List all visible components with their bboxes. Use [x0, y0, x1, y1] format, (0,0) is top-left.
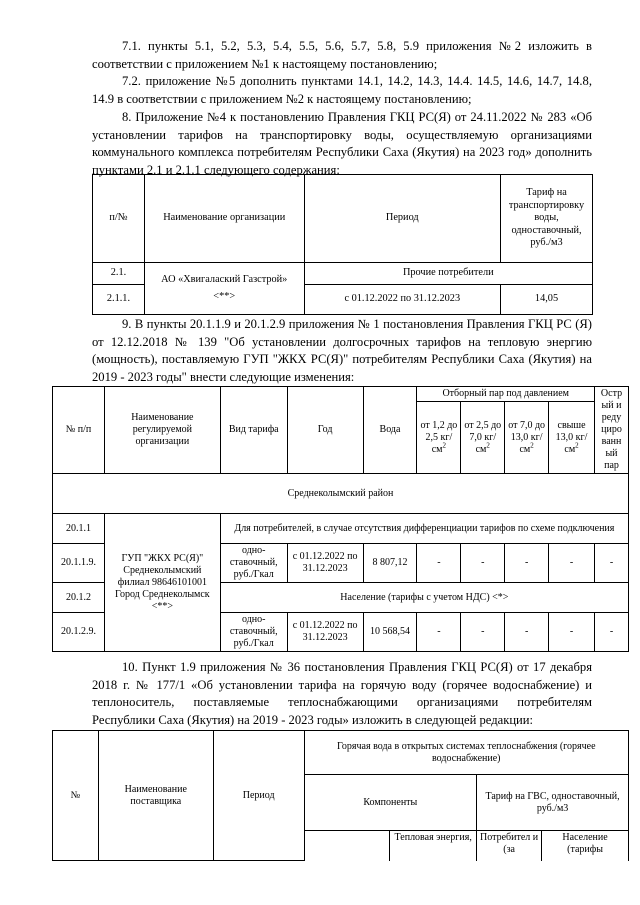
row-tariff-value: 14,05: [501, 285, 593, 315]
row-num: 20.1.2: [53, 583, 105, 613]
header-population: Население (тарифы: [542, 831, 629, 861]
dash-cell: -: [417, 613, 461, 652]
dash-cell: -: [549, 613, 595, 652]
header-steam-1: от 1,2 до 2,5 кг/ $см^2$: [417, 402, 461, 474]
header-num: №: [53, 731, 99, 861]
header-period: Период: [304, 175, 500, 263]
row-num: 20.1.1: [53, 514, 105, 544]
water-transport-tariff-table: [92, 174, 593, 315]
header-tariff: Тариф на транспортировку воды, одноставочный, руб./м3: [501, 175, 593, 263]
header-hot-water: Горячая вода в открытых системах теплоснабжения (горячее водоснабжение): [304, 731, 628, 775]
paragraph-7-2: 7.2. приложение №5 дополнить пунктами 14.1, 14.2, 14.3, 14.4. 14.5, 14.6, 14.7, 14.8, 14.9 в соответствии с приложением №2 к настоящему постановлению;: [92, 74, 592, 106]
header-heat-energy: Тепловая энергия,: [390, 831, 477, 861]
header-steam-3: от 7,0 до 13,0 кг/ $см^2$: [505, 402, 549, 474]
header-steam-2: от 2,5 до 7,0 кг/ $см^2$: [461, 402, 505, 474]
header-consumers: Потребител и (за: [477, 831, 542, 861]
dash-cell: -: [417, 544, 461, 583]
row-water-value: 10 568,54: [363, 613, 417, 652]
header-gvs-tariff: Тариф на ГВС, одноставочный, руб./м3: [477, 775, 629, 831]
paragraph-9: 9. В пункты 20.1.1.9 и 20.1.2.9 приложения № 1 постановления Правления ГКЦ РС (Я) от 12.12.2018 № 139 "Об установлении долгосрочных тарифов на тепловую энергию (мощность), поставляемую ГУП "ЖКХ РС(Я)" потребителям Республики Саха (Якутия) на 2019 - 2023 годы" внести следующие изменения:: [92, 317, 592, 384]
row-label: Прочие потребители: [304, 263, 592, 285]
header-year: Год: [287, 387, 363, 474]
organization-cell: ГУП "ЖКХ РС(Я)" Среднеколымский филиал 98646101001 Город Среднеколымск <**>: [104, 514, 220, 652]
row-num: 2.1.: [93, 263, 145, 285]
row-label: Население (тарифы с учетом НДС) <*>: [220, 583, 628, 613]
organization-note: <**>: [213, 290, 236, 302]
paragraph-7-1: 7.1. пункты 5.1, 5.2, 5.3, 5.4, 5.5, 5.6, 5.7, 5.8, 5.9 приложения №2 изложить в соответствии с приложением №1 к настоящему постановлению;: [92, 39, 592, 71]
header-organization: Наименование организации: [144, 175, 304, 263]
row-year: с 01.12.2022 по 31.12.2023: [287, 544, 363, 583]
header-period: Период: [213, 731, 304, 861]
heat-energy-tariff-table: [52, 386, 629, 652]
dash-cell: -: [461, 613, 505, 652]
header-tariff-type: Вид тарифа: [220, 387, 287, 474]
row-num: 20.1.2.9.: [53, 613, 105, 652]
row-tariff-type: одно-ставочный, руб./Гкал: [220, 613, 287, 652]
header-organization: Наименование регулируемой организации: [104, 387, 220, 474]
header-num: п/№: [93, 175, 145, 263]
dash-cell: -: [461, 544, 505, 583]
header-steam: Отборный пар под давлением: [417, 387, 595, 402]
row-period: с 01.12.2022 по 31.12.2023: [304, 285, 500, 315]
header-components: Компоненты: [304, 775, 477, 831]
header-supplier: Наименование поставщика: [98, 731, 213, 861]
row-label: Для потребителей, в случае отсутствия дифференциации тарифов по схеме подключения: [220, 514, 628, 544]
row-tariff-type: одно-ставочный, руб./Гкал: [220, 544, 287, 583]
row-year: с 01.12.2022 по 31.12.2023: [287, 613, 363, 652]
dash-cell: -: [595, 613, 629, 652]
dash-cell: -: [505, 544, 549, 583]
dash-cell: -: [595, 544, 629, 583]
row-num: 2.1.1.: [93, 285, 145, 315]
row-num: 20.1.1.9.: [53, 544, 105, 583]
region-row: Среднеколымский район: [53, 474, 629, 514]
header-sharp-steam: Остр ый и реду циро ванн ый пар: [595, 387, 629, 474]
header-water: Вода: [363, 387, 417, 474]
header-num: № п/п: [53, 387, 105, 474]
organization-name: АО «Хвигалаский Газстрой»: [161, 274, 288, 285]
paragraph-8: 8. Приложение №4 к постановлению Правления ГКЦ РС(Я) от 24.11.2022 № 283 «Об установлении тарифов на транспортировку воды, осуществляемую организациями коммунального комплекса потребителям Республики Саха (Якутия) на 2023 год» дополнить пунктами 2.1 и 2.1.1 следующего содержания:: [92, 110, 592, 177]
row-water-value: 8 807,12: [363, 544, 417, 583]
organization-cell: [144, 263, 304, 315]
paragraph-10: 10. Пункт 1.9 приложения № 36 постановления Правления ГКЦ РС(Я) от 17 декабря 2018 г. № 177/1 «Об установлении тарифа на горячую воду (горячее водоснабжение) и теплоноситель, поставляемые теплоснабжающими организациями потребителям Республики Саха (Якутия) на 2019 - 2023 годы» изложить в следующей редакции:: [92, 660, 592, 727]
hot-water-tariff-table: [52, 730, 629, 861]
header-steam-4: свыше 13,0 кг/ $см^2$: [549, 402, 595, 474]
dash-cell: -: [505, 613, 549, 652]
dash-cell: -: [549, 544, 595, 583]
